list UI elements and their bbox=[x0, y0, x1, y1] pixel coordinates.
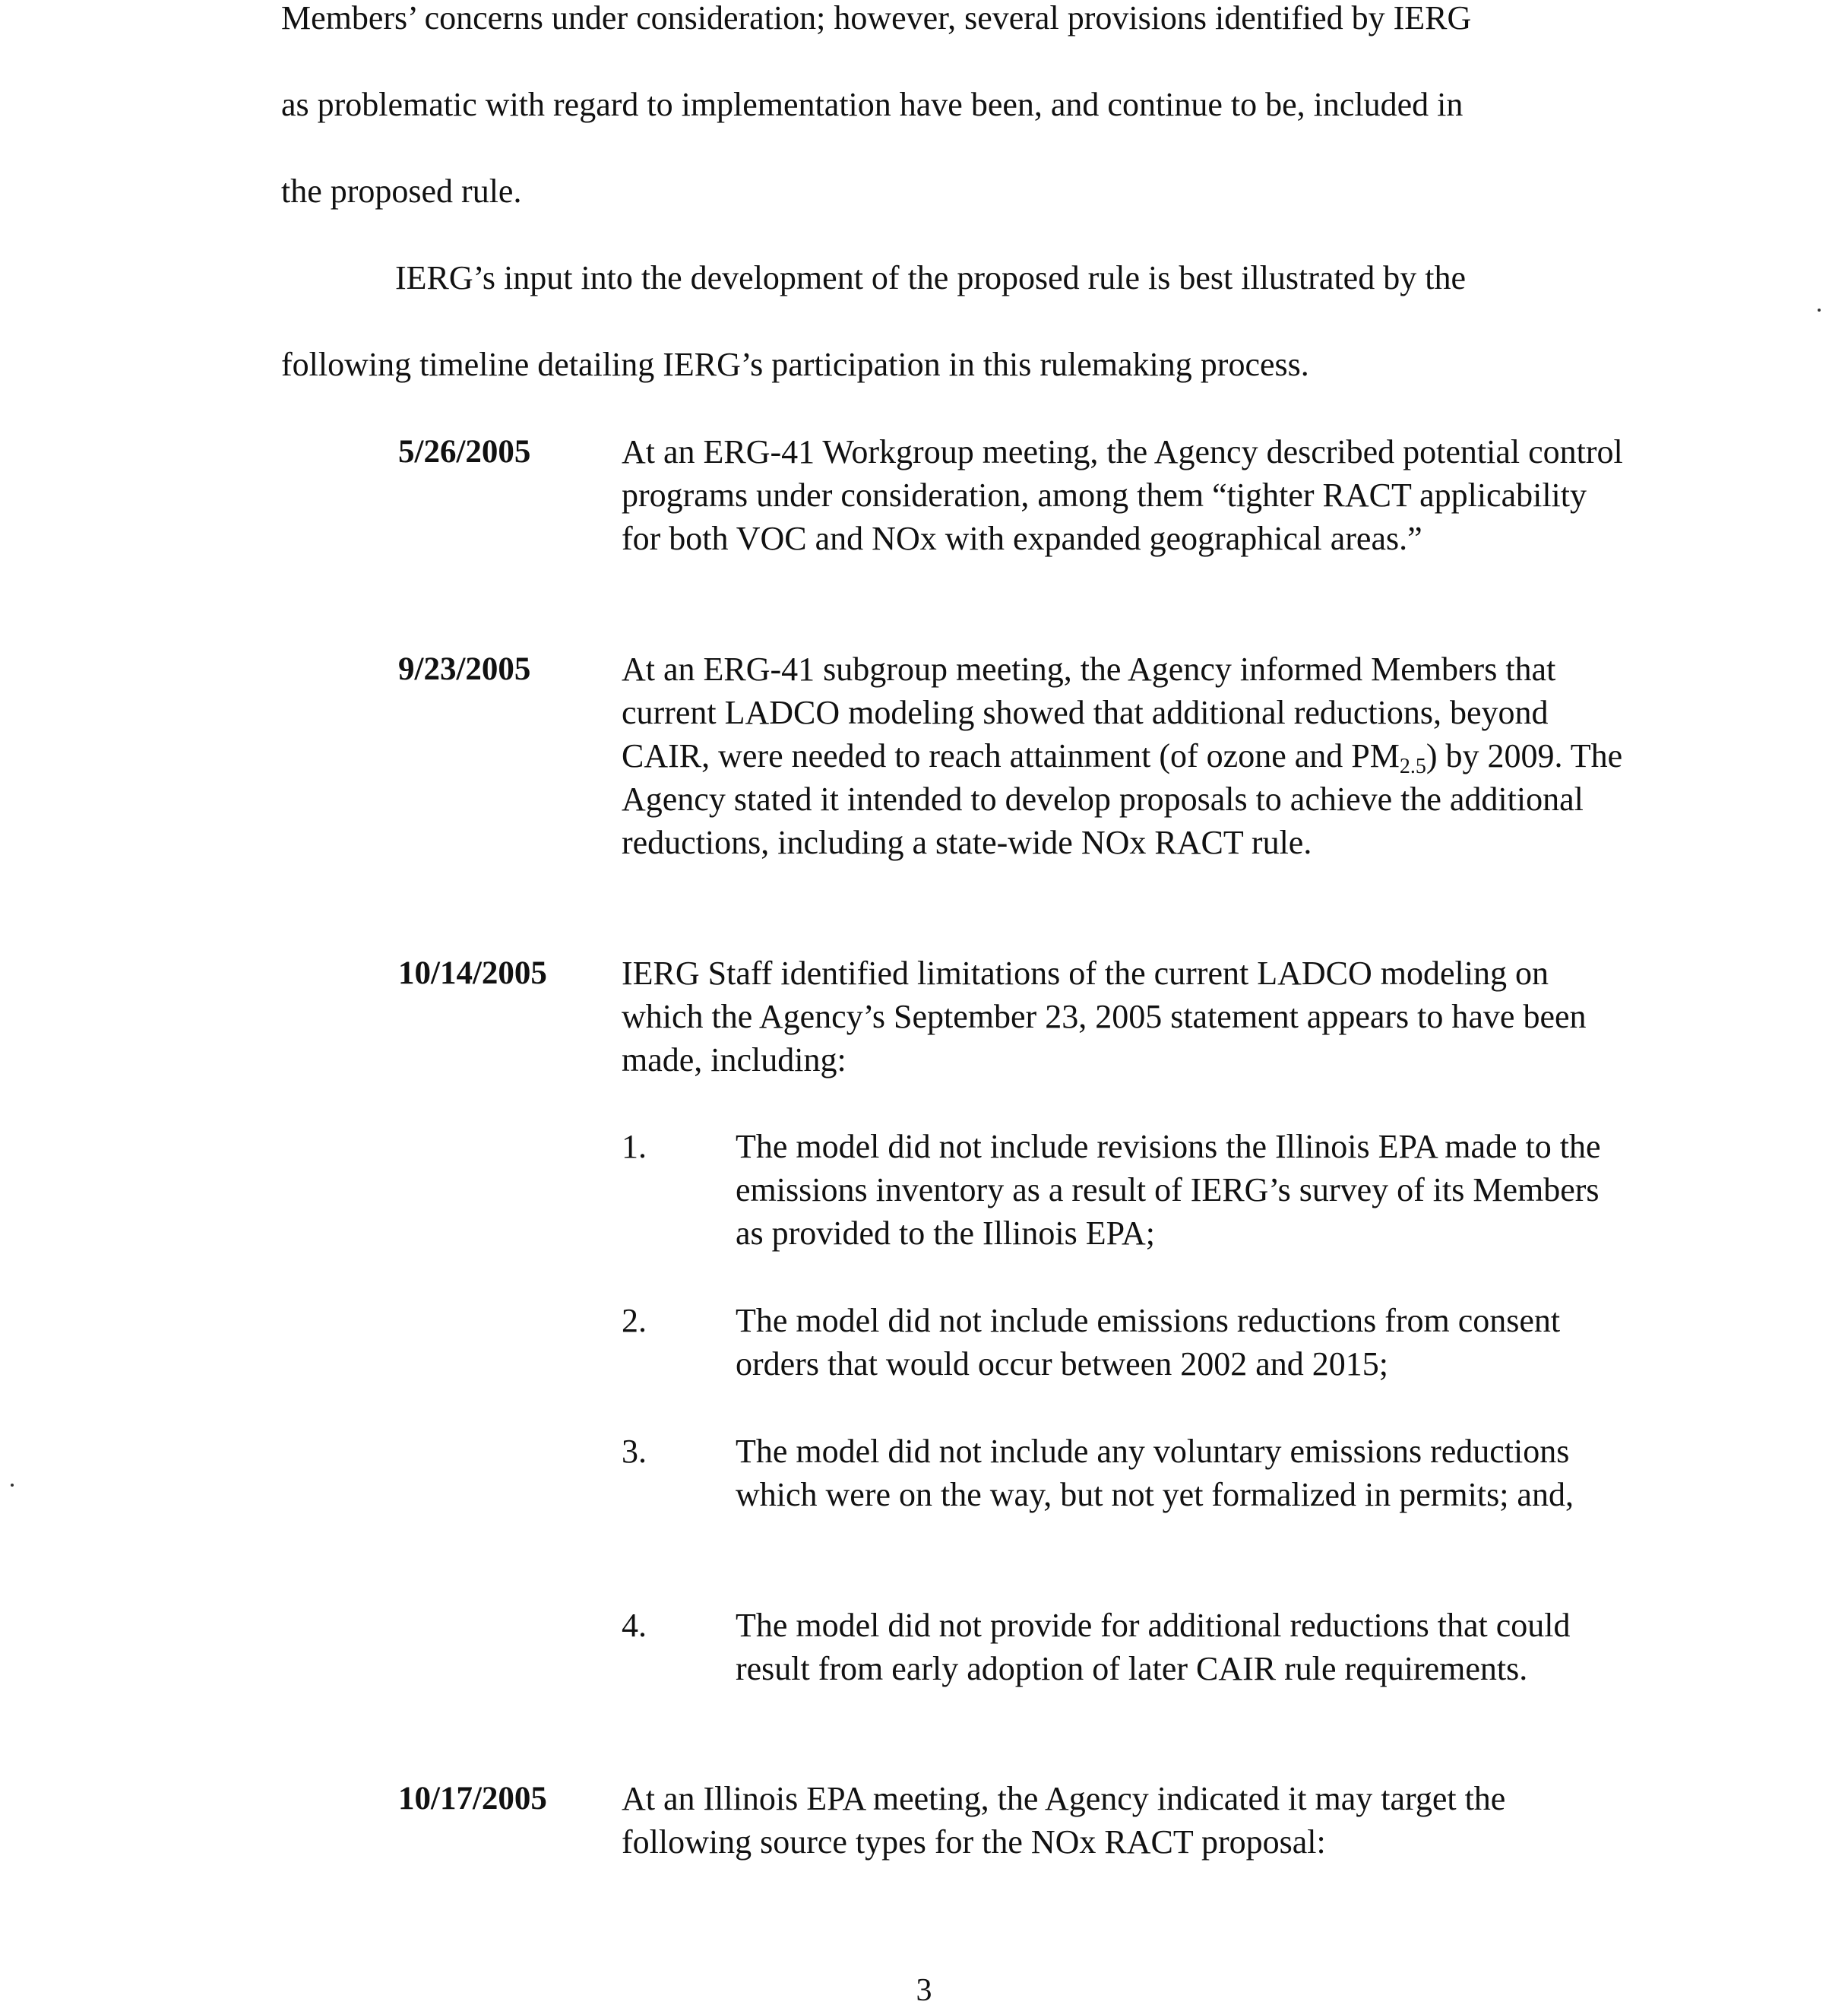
entry-text: At an ERG-41 Workgroup meeting, the Agency described potential control programs under consideration, among them “tighter RACT applicability for both VOC and NOx with expanded geographical areas.” bbox=[622, 433, 1623, 557]
list-item-number: 2. bbox=[622, 1302, 647, 1339]
list-item-text: The model did not include revisions the Illinois EPA made to the emissions inventory as a result of IERG’s survey of its Members as provided to the Illinois EPA; bbox=[736, 1128, 1601, 1252]
page-number: 3 bbox=[916, 1973, 932, 2008]
entry-text-part: At an ERG-41 subgroup meeting, the Agency informed Members that current LADCO modeling showed that additional reductions, beyond CAIR, were needed to reach attainment (of ozone and PM bbox=[622, 651, 1556, 774]
entry-text: IERG Staff identified limitations of the current LADCO modeling on which the Agency’s September 23, 2005 statement appears to have been made, including: bbox=[622, 955, 1587, 1078]
list-item-number: 4. bbox=[622, 1607, 647, 1644]
intro-line-3: the proposed rule. bbox=[281, 173, 522, 210]
list-item-text: The model did not provide for additional reductions that could result from early adoption of later CAIR rule requirements. bbox=[736, 1607, 1571, 1687]
entry-date: 10/17/2005 bbox=[398, 1781, 547, 1816]
subscript: 2.5 bbox=[1399, 755, 1426, 778]
timeline-intro-line-1: IERG’s input into the development of the proposed rule is best illustrated by the bbox=[395, 259, 1466, 296]
entry-date: 5/26/2005 bbox=[398, 434, 531, 470]
list-item-number: 1. bbox=[622, 1128, 647, 1165]
timeline-intro-line-2: following timeline detailing IERG’s participation in this rulemaking process. bbox=[281, 346, 1309, 383]
entry-text bbox=[622, 648, 1632, 864]
entry-date: 10/14/2005 bbox=[398, 955, 547, 991]
entry-date: 9/23/2005 bbox=[398, 651, 531, 687]
list-item-text: The model did not include any voluntary emissions reductions which were on the way, but not yet formalized in permits; and, bbox=[736, 1433, 1574, 1513]
list-item-number: 3. bbox=[622, 1433, 647, 1470]
intro-line-1: Members’ concerns under consideration; however, several provisions identified by IERG bbox=[281, 0, 1472, 36]
intro-line-2: as problematic with regard to implementation have been, and continue to be, included in bbox=[281, 86, 1464, 123]
scan-speck bbox=[1818, 309, 1821, 312]
list-item-text: The model did not include emissions reductions from consent orders that would occur between 2002 and 2015; bbox=[736, 1302, 1561, 1382]
entry-text: At an Illinois EPA meeting, the Agency indicated it may target the following source types for the NOx RACT proposal: bbox=[622, 1780, 1506, 1861]
scan-speck bbox=[11, 1484, 14, 1487]
entry-text-part: ) by 2009. The Agency stated it intended to develop proposals to achieve the additional reductions, including a state-wide NOx RACT rule. bbox=[622, 737, 1623, 861]
